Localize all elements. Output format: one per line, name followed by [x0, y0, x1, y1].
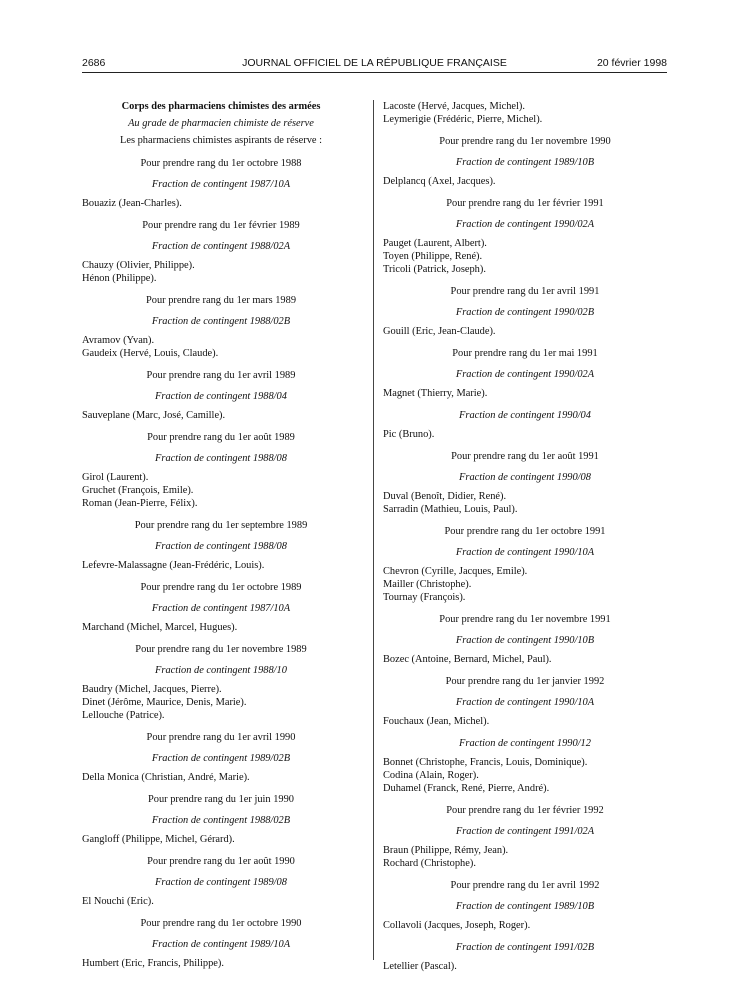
rank-date-heading: Pour prendre rang du 1er novembre 1990: [439, 136, 611, 147]
officer-name: Fouchaux (Jean, Michel).: [383, 716, 490, 727]
contingent-fraction: Fraction de contingent 1988/08: [155, 541, 287, 552]
rank-date-heading: Pour prendre rang du 1er mars 1989: [145, 295, 297, 306]
promotion-block: [383, 879, 667, 932]
contingent-fraction: Fraction de contingent 1990/02B: [455, 307, 595, 318]
officer-name: Marchand (Michel, Marcel, Hugues).: [82, 622, 238, 633]
officer-name: Lefevre-Malassagne (Jean-Frédéric, Louis).: [82, 560, 265, 571]
promotion-block: [383, 737, 667, 795]
officer-name: Tricoli (Patrick, Joseph).: [383, 264, 486, 275]
contingent-fraction: Fraction de contingent 1990/10B: [455, 635, 595, 646]
promotion-block: [383, 675, 667, 728]
contingent-fraction: Fraction de contingent 1987/10A: [151, 603, 291, 614]
officer-name: Gangloff (Philippe, Michel, Gérard).: [82, 834, 235, 845]
right-column: [383, 100, 667, 982]
contingent-fraction: Fraction de contingent 1988/02B: [151, 815, 291, 826]
section-intro: Les pharmaciens chimistes aspirants de réserve :: [120, 135, 322, 146]
left-promotion-list: [82, 157, 360, 970]
promotion-block: [383, 135, 667, 188]
officer-name: Baudry (Michel, Jacques, Pierre).: [82, 684, 222, 695]
contingent-fraction: Fraction de contingent 1990/10A: [455, 697, 595, 708]
contingent-fraction: Fraction de contingent 1989/10B: [455, 901, 595, 912]
contingent-fraction: Fraction de contingent 1990/08: [459, 472, 591, 483]
rank-date-heading: Pour prendre rang du 1er avril 1989: [146, 370, 296, 381]
promotion-block: [383, 525, 667, 604]
contingent-fraction: Fraction de contingent 1989/02B: [151, 753, 291, 764]
issue-date: 20 février 1998: [596, 57, 667, 69]
contingent-fraction: Fraction de contingent 1990/02A: [455, 219, 595, 230]
rank-date-heading: Pour prendre rang du 1er novembre 1989: [135, 644, 307, 655]
officer-name: Lacoste (Hervé, Jacques, Michel).: [383, 101, 525, 112]
officer-name: Duhamel (Franck, René, Pierre, André).: [383, 783, 550, 794]
officer-name: Codina (Alain, Roger).: [383, 770, 479, 781]
column-divider: [373, 100, 374, 960]
promotion-block: [82, 157, 360, 210]
officer-name: Collavoli (Jacques, Joseph, Roger).: [383, 920, 531, 931]
rank-date-heading: Pour prendre rang du 1er avril 1991: [450, 286, 600, 297]
page-header: [82, 57, 667, 71]
contingent-fraction: Fraction de contingent 1989/10B: [455, 157, 595, 168]
rank-date-heading: Pour prendre rang du 1er mai 1991: [452, 348, 598, 359]
promotion-block: [82, 219, 360, 285]
rank-date-heading: Pour prendre rang du 1er octobre 1990: [140, 918, 302, 929]
right-promotion-list: [383, 100, 667, 973]
contingent-fraction: Fraction de contingent 1990/04: [459, 410, 591, 421]
officer-name: Lellouche (Patrice).: [82, 710, 165, 721]
rank-date-heading: Pour prendre rang du 1er janvier 1992: [445, 676, 605, 687]
officer-name: Bouaziz (Jean-Charles).: [82, 198, 182, 209]
section-subtitle: Au grade de pharmacien chimiste de réserve: [128, 118, 314, 129]
promotion-block: [383, 100, 667, 126]
officer-name: Humbert (Eric, Francis, Philippe).: [82, 958, 224, 969]
officer-name: Letellier (Pascal).: [383, 961, 457, 972]
promotion-block: [82, 855, 360, 908]
rank-date-heading: Pour prendre rang du 1er novembre 1991: [439, 614, 611, 625]
officer-name: El Nouchi (Eric).: [82, 896, 154, 907]
promotion-block: [383, 197, 667, 276]
officer-name: Tournay (François).: [383, 592, 466, 603]
contingent-fraction: Fraction de contingent 1989/08: [155, 877, 287, 888]
contingent-fraction: Fraction de contingent 1990/02A: [455, 369, 595, 380]
promotion-block: [82, 294, 360, 360]
rank-date-heading: Pour prendre rang du 1er juin 1990: [147, 794, 294, 805]
contingent-fraction: Fraction de contingent 1990/10A: [455, 547, 595, 558]
promotion-block: [383, 285, 667, 338]
officer-name: Rochard (Christophe).: [383, 858, 476, 869]
rank-date-heading: Pour prendre rang du 1er février 1991: [446, 198, 604, 209]
rank-date-heading: Pour prendre rang du 1er avril 1990: [146, 732, 296, 743]
rank-date-heading: Pour prendre rang du 1er avril 1992: [450, 880, 600, 891]
officer-name: Bozec (Antoine, Bernard, Michel, Paul).: [383, 654, 552, 665]
promotion-block: [82, 581, 360, 634]
promotion-block: [383, 450, 667, 516]
rank-date-heading: Pour prendre rang du 1er octobre 1989: [140, 582, 302, 593]
promotion-block: [383, 941, 667, 973]
contingent-fraction: Fraction de contingent 1988/08: [155, 453, 287, 464]
contingent-fraction: Fraction de contingent 1988/04: [155, 391, 287, 402]
officer-name: Pauget (Laurent, Albert).: [383, 238, 487, 249]
officer-name: Sauveplane (Marc, José, Camille).: [82, 410, 226, 421]
officer-name: Pic (Bruno).: [383, 429, 435, 440]
contingent-fraction: Fraction de contingent 1989/10A: [151, 939, 291, 950]
officer-name: Sarradin (Mathieu, Louis, Paul).: [383, 504, 518, 515]
promotion-block: [82, 643, 360, 722]
officer-name: Duval (Benoît, Didier, René).: [383, 491, 507, 502]
contingent-fraction: Fraction de contingent 1991/02A: [455, 826, 595, 837]
promotion-block: [383, 613, 667, 666]
officer-name: Gruchet (François, Emile).: [82, 485, 194, 496]
promotion-block: [82, 793, 360, 846]
officer-name: Hénon (Philippe).: [82, 273, 157, 284]
officer-name: Dinet (Jérôme, Maurice, Denis, Marie).: [82, 697, 247, 708]
contingent-fraction: Fraction de contingent 1988/10: [155, 665, 287, 676]
officer-name: Gaudeix (Hervé, Louis, Claude).: [82, 348, 219, 359]
section-title: Corps des pharmaciens chimistes des armées: [121, 101, 321, 112]
officer-name: Chevron (Cyrille, Jacques, Emile).: [383, 566, 528, 577]
promotion-block: [383, 409, 667, 441]
officer-name: Leymerigie (Frédéric, Pierre, Michel).: [383, 114, 543, 125]
contingent-fraction: Fraction de contingent 1990/12: [459, 738, 591, 749]
header-rule: [82, 72, 667, 73]
officer-name: Roman (Jean-Pierre, Félix).: [82, 498, 198, 509]
rank-date-heading: Pour prendre rang du 1er octobre 1991: [444, 526, 606, 537]
officer-name: Chauzy (Olivier, Philippe).: [82, 260, 195, 271]
officer-name: Girol (Laurent).: [82, 472, 149, 483]
officer-name: Delplancq (Axel, Jacques).: [383, 176, 496, 187]
rank-date-heading: Pour prendre rang du 1er août 1989: [147, 432, 295, 443]
contingent-fraction: Fraction de contingent 1988/02B: [151, 316, 291, 327]
journal-title: JOURNAL OFFICIEL DE LA RÉPUBLIQUE FRANÇAISE: [242, 57, 507, 69]
contingent-fraction: Fraction de contingent 1991/02B: [455, 942, 595, 953]
contingent-fraction: Fraction de contingent 1987/10A: [151, 179, 291, 190]
promotion-block: [82, 431, 360, 510]
officer-name: Mailler (Christophe).: [383, 579, 472, 590]
promotion-block: [82, 917, 360, 970]
officer-name: Della Monica (Christian, André, Marie).: [82, 772, 250, 783]
rank-date-heading: Pour prendre rang du 1er février 1992: [446, 805, 604, 816]
rank-date-heading: Pour prendre rang du 1er octobre 1988: [140, 158, 302, 169]
rank-date-heading: Pour prendre rang du 1er septembre 1989: [134, 520, 308, 531]
officer-name: Bonnet (Christophe, Francis, Louis, Dominique).: [383, 757, 588, 768]
officer-name: Magnet (Thierry, Marie).: [383, 388, 488, 399]
promotion-block: [383, 347, 667, 400]
rank-date-heading: Pour prendre rang du 1er août 1991: [451, 451, 599, 462]
promotion-block: [82, 731, 360, 784]
rank-date-heading: Pour prendre rang du 1er août 1990: [147, 856, 295, 867]
contingent-fraction: Fraction de contingent 1988/02A: [151, 241, 291, 252]
promotion-block: [82, 369, 360, 422]
page-number: 2686: [82, 57, 106, 69]
promotion-block: [82, 519, 360, 572]
officer-name: Gouill (Eric, Jean-Claude).: [383, 326, 496, 337]
officer-name: Avramov (Yvan).: [82, 335, 155, 346]
left-column: [82, 100, 360, 979]
officer-name: Toyen (Philippe, René).: [383, 251, 483, 262]
officer-name: Braun (Philippe, Rémy, Jean).: [383, 845, 509, 856]
rank-date-heading: Pour prendre rang du 1er février 1989: [142, 220, 300, 231]
promotion-block: [383, 804, 667, 870]
